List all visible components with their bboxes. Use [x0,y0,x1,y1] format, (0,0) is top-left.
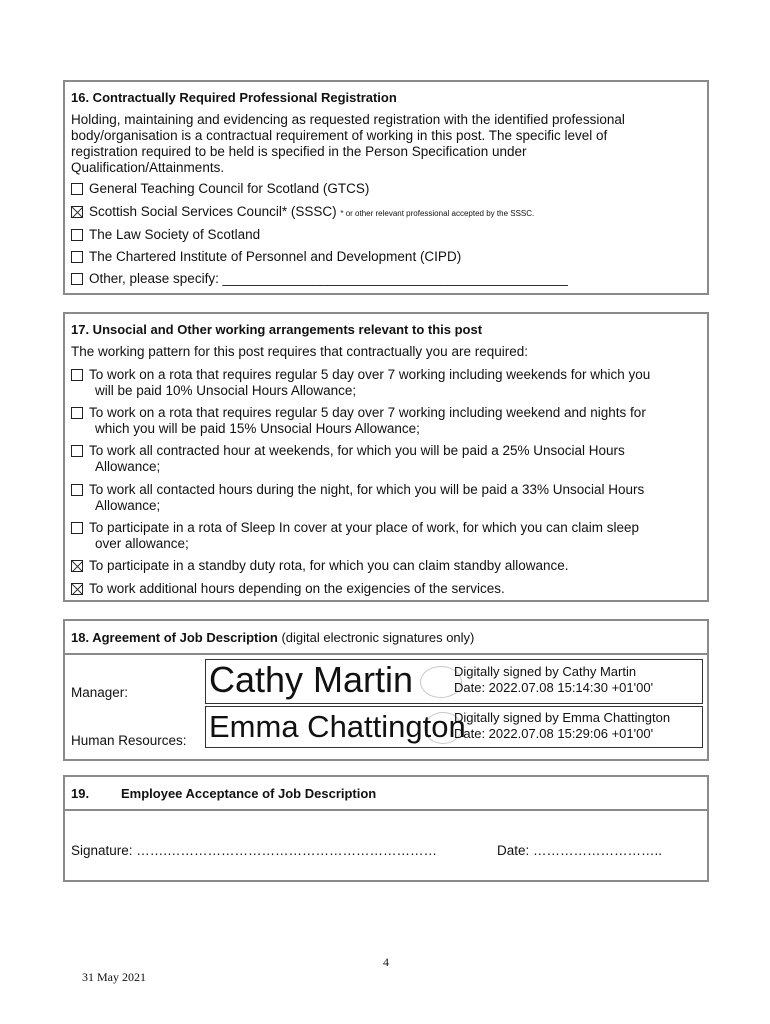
option-standby-label: To participate in a standby duty rota, for which you can claim standby allowance. [89,558,569,573]
section-19-body [63,811,709,882]
option-law-society[interactable] [71,227,260,243]
manager-signed-by: Digitally signed by Cathy Martin [454,664,637,679]
section-18-header [63,619,709,655]
hr-label: Human Resources: [71,733,187,748]
checkbox-sleep-in[interactable] [71,522,83,534]
checkbox-law-society[interactable] [71,229,83,241]
option-law-society-label: The Law Society of Scotland [89,227,261,242]
option-other[interactable] [71,271,568,287]
section-16-title: 16. Contractually Required Professional Registration [71,90,397,105]
section-19-number: 19. [71,786,90,801]
option-weekends-25-line1: To work all contracted hour at weekends, for which you will be paid a 25% Unsocial Hours [89,443,625,458]
option-night-33[interactable] [71,482,644,514]
checkbox-sssc[interactable] [71,206,83,218]
option-sssc-label: Scottish Social Services Council* (SSSC) [89,204,337,219]
section-16-body: Holding, maintaining and evidencing as requested registration with the identified professional body/organisation is a contractual requirement of working in this post. The specific level of registration required to be held is specified in the Person Specification under Qualification/Attainments. [71,112,625,175]
checkbox-night-33[interactable] [71,484,83,496]
section-18-signatures [63,655,709,761]
checkbox-weekends-25[interactable] [71,445,83,457]
page-number: 4 [383,955,389,969]
checkbox-cipd[interactable] [71,251,83,263]
option-sleep-in-line2: over allowance; [95,536,189,551]
checkbox-other[interactable] [71,273,83,285]
hr-signed-date: Date: 2022.07.08 15:29:06 +01'00' [454,726,654,741]
option-rota-15[interactable] [71,405,646,437]
date-field[interactable]: Date: ……………………….. [497,843,663,858]
option-rota-15-line2: which you will be paid 15% Unsocial Hours Allowance; [95,421,420,436]
option-gtcs[interactable] [71,181,369,197]
option-rota-15-line1: To work on a rota that requires regular 5 day over 7 working including weekend and nights for [89,405,646,420]
checkbox-rota-15[interactable] [71,407,83,419]
section-16-box [63,80,709,295]
option-sssc-note: * or other relevant professional accepted by the SSSC. [340,209,535,218]
option-sssc[interactable] [71,204,534,222]
hr-signed-by: Digitally signed by Emma Chattington [454,710,671,725]
option-night-33-line1: To work all contacted hours during the night, for which you will be paid a 33% Unsocial Hours [89,482,645,497]
option-sleep-in-line1: To participate in a rota of Sleep In cover at your place of work, for which you can claim sleep [89,520,640,535]
section-17-intro: The working pattern for this post requires that contractually you are required: [71,344,528,359]
manager-signature-info [454,664,653,696]
checkbox-gtcs[interactable] [71,183,83,195]
option-standby[interactable] [71,558,569,574]
signature-field[interactable]: Signature: …….…………………………………………………… [71,843,438,858]
footer-date: 31 May 2021 [82,970,146,984]
option-night-33-line2: Allowance; [95,498,161,513]
option-weekends-25[interactable] [71,443,625,475]
checkbox-standby[interactable] [71,560,83,572]
option-cipd-label: The Chartered Institute of Personnel and Development (CIPD) [89,249,462,264]
option-weekends-25-line2: Allowance; [95,459,161,474]
option-sleep-in[interactable] [71,520,639,552]
section-19-header [63,775,709,811]
manager-label: Manager: [71,685,129,700]
checkbox-rota-10[interactable] [71,369,83,381]
option-gtcs-label: General Teaching Council for Scotland (GTCS) [89,181,370,196]
section-18-title [71,630,474,645]
option-rota-10[interactable] [71,367,650,399]
hr-signature-info [454,710,670,742]
option-rota-10-line1: To work on a rota that requires regular 5 day over 7 working including weekends for which you [89,367,651,382]
option-additional-hours-label: To work additional hours depending on the exigencies of the services. [89,581,505,596]
section-19-title: Employee Acceptance of Job Description [121,786,377,801]
manager-signature-field[interactable] [205,659,703,704]
hr-signature-name: Emma Chattington [209,709,466,744]
section-18-title-rest: (digital electronic signatures only) [277,630,475,645]
section-17-box [63,312,709,602]
checkbox-additional-hours[interactable] [71,583,83,595]
manager-signature-name: Cathy Martin [209,659,414,700]
option-other-label: Other, please specify: ______________________________________________ [89,271,568,286]
hr-signature-field[interactable] [205,706,703,748]
option-cipd[interactable] [71,249,461,265]
option-rota-10-line2: will be paid 10% Unsocial Hours Allowance; [95,383,357,398]
section-17-title: 17. Unsocial and Other working arrangements relevant to this post [71,322,483,337]
section-18-title-bold: 18. Agreement of Job Description [71,630,278,645]
manager-signed-date: Date: 2022.07.08 15:14:30 +01'00' [454,680,654,695]
option-additional-hours[interactable] [71,581,505,597]
